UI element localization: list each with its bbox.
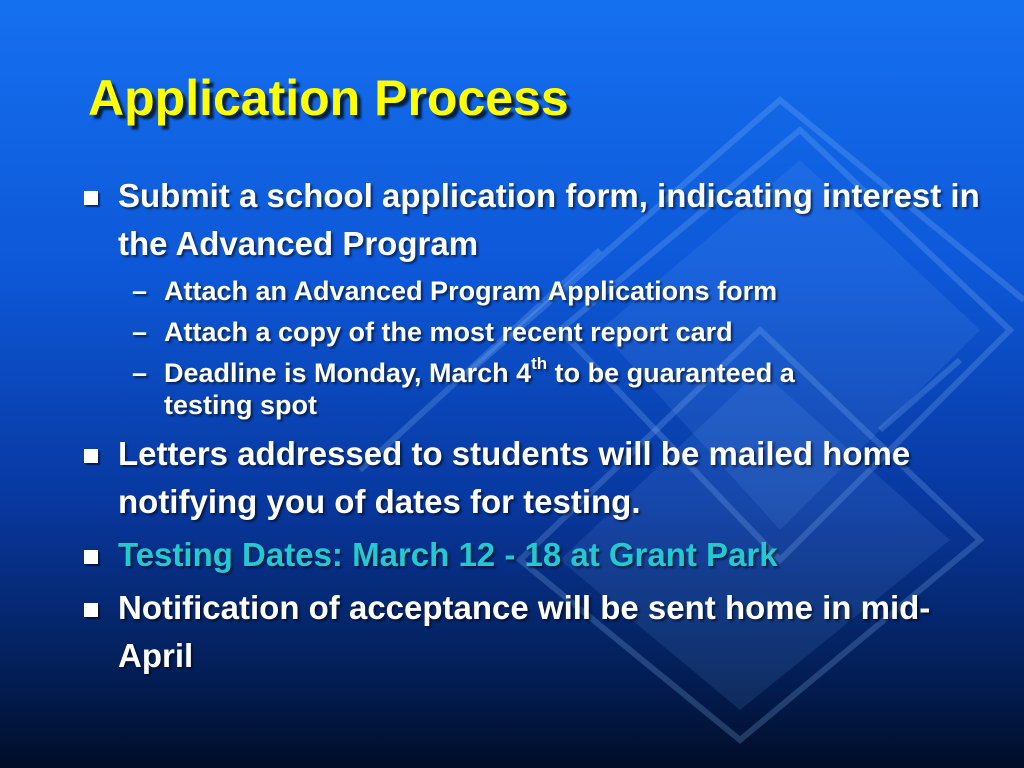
bullet-item [82, 172, 982, 268]
sub-list [118, 271, 982, 422]
square-bullet-icon [84, 449, 98, 463]
bullet-text: Submit a school application form, indicating interest in the Advanced Program [118, 177, 980, 262]
dash-marker: – [132, 276, 148, 306]
bullet-text: Letters addressed to students will be mailed home notifying you of dates for testing. [118, 435, 911, 520]
sub-item-text: Attach a copy of the most recent report card [164, 317, 733, 347]
bullet-text: Testing Dates: March 12 - 18 at Grant Park [118, 536, 778, 573]
sub-item-deadline [118, 353, 982, 422]
bullet-text: Notification of acceptance will be sent home in mid-April [118, 589, 931, 674]
bullet-item [82, 584, 982, 680]
slide-title: Application Process [88, 70, 569, 126]
square-bullet-icon [84, 191, 98, 205]
dash-marker: – [132, 358, 148, 388]
sub-item [118, 312, 982, 353]
bullet-item-testing-dates [82, 531, 982, 579]
sub-item-text-continued: to be guaranteed a [547, 358, 795, 388]
sub-item-text: Deadline is Monday, March 4 [164, 358, 532, 388]
square-bullet-icon [84, 603, 98, 617]
bullet-list [82, 172, 982, 680]
ordinal-superscript: th [531, 354, 548, 373]
dash-marker: – [132, 317, 148, 347]
square-bullet-icon [84, 550, 98, 564]
sub-item-text-line2: testing spot [164, 390, 317, 420]
bullet-item [82, 430, 982, 526]
sub-item-text: Attach an Advanced Program Applications form [164, 276, 778, 306]
sub-item [118, 271, 982, 312]
